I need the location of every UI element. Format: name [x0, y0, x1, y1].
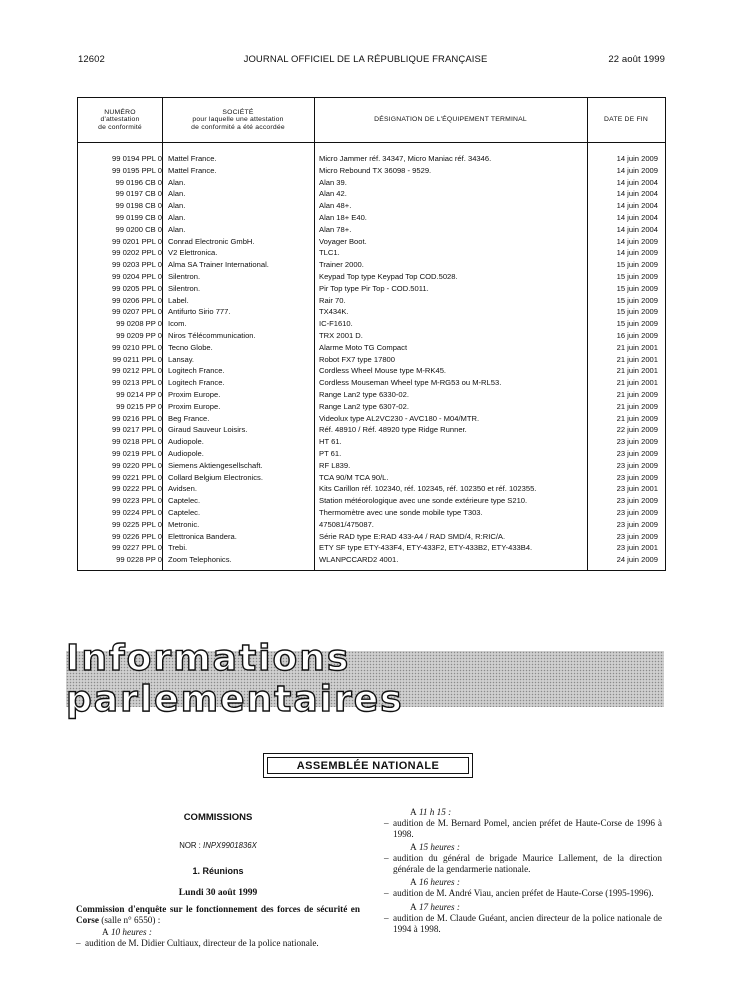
end-date: 21 juin 2001 — [616, 342, 658, 352]
left-column — [76, 812, 360, 951]
end-date: 14 juin 2009 — [616, 154, 658, 163]
equipment-designation: HT 61. — [319, 437, 342, 447]
company-name: Avidsen. — [168, 484, 197, 494]
attestation-number: 99 0211 PPL 0 — [112, 354, 162, 364]
table-row — [78, 200, 665, 212]
attestation-number: 99 0197 CB 0 — [115, 189, 162, 199]
page-number: 12602 — [78, 54, 105, 65]
table-row — [78, 519, 665, 531]
attestation-number: 99 0223 PPL 0 — [112, 496, 162, 506]
end-date: 15 juin 2009 — [616, 271, 658, 281]
table-row — [78, 542, 665, 554]
attestation-number: 99 0201 PPL 0 — [112, 236, 162, 246]
end-date: 23 juin 2009 — [616, 472, 658, 482]
equipment-designation: Alan 18+ E40. — [319, 212, 367, 222]
company-name: Proxim Europe. — [168, 389, 221, 399]
time-prefix: A — [410, 877, 417, 888]
equipment-designation: Pir Top type Pir Top - COD.5011. — [319, 283, 429, 293]
table-row — [78, 413, 665, 425]
attestation-number: 99 0203 PPL 0 — [112, 260, 162, 270]
hearing-time — [384, 876, 662, 888]
hearing-item: – audition de M. Bernard Pomel, ancien préfet de Haute-Corse de 1996 à 1998. — [384, 818, 662, 839]
table-row — [78, 330, 665, 342]
banner-title: Informations parlementaires — [66, 638, 404, 720]
company-name: Captelec. — [168, 496, 201, 506]
table-row — [78, 165, 665, 177]
equipment-designation: Range Lan2 type 6330-02. — [319, 389, 409, 399]
table-header-divider — [78, 142, 665, 143]
end-date: 21 juin 2001 — [616, 354, 658, 364]
time-value: 11 h 15 : — [418, 807, 452, 817]
end-date: 14 juin 2004 — [616, 189, 658, 199]
company-name: Logitech France. — [168, 366, 225, 376]
attestation-number: 99 0195 PPL 0 — [112, 165, 162, 175]
company-name: Niros Télécommunication. — [168, 330, 256, 340]
attestation-number: 99 0214 PP 0 — [116, 389, 162, 399]
equipment-designation: Alan 78+. — [319, 224, 352, 234]
attestation-number: 99 0199 CB 0 — [115, 212, 162, 222]
company-name: Tecno Globe. — [168, 342, 213, 352]
company-name: V2 Elettronica. — [168, 248, 218, 258]
meeting-date: Lundi 30 août 1999 — [178, 888, 258, 898]
attestation-number: 99 0215 PP 0 — [116, 401, 162, 411]
table-row — [78, 295, 665, 307]
end-date: 16 juin 2009 — [616, 330, 658, 340]
equipment-designation: TCA 90/M TCA 90/L. — [319, 472, 389, 482]
equipment-designation: Videolux type AL2VC230 - AVC180 - M04/MTR. — [319, 413, 480, 423]
company-name: Mattel France. — [168, 165, 217, 175]
attestation-number: 99 0194 PPL 0 — [112, 154, 162, 163]
table-row — [78, 236, 665, 248]
hearing-time — [384, 841, 662, 853]
time-prefix: A — [410, 842, 417, 853]
equipment-designation: Trainer 2000. — [319, 260, 364, 270]
table-row — [78, 448, 665, 460]
end-date: 23 juin 2001 — [616, 543, 658, 553]
time-prefix: A — [410, 807, 417, 817]
column-header-line: d'attestation — [100, 116, 140, 124]
hearing-entry — [384, 876, 662, 899]
attestation-number: 99 0227 PPL 0 — [112, 543, 162, 553]
company-name: Alan. — [168, 212, 186, 222]
table-row — [78, 318, 665, 330]
attestation-number: 99 0221 PPL 0 — [112, 472, 162, 482]
attestation-number: 99 0200 CB 0 — [115, 224, 162, 234]
nor-code: INPX9901836X — [203, 841, 257, 850]
column-header-line: DÉSIGNATION DE L'ÉQUIPEMENT TERMINAL — [374, 116, 527, 124]
table-row — [78, 377, 665, 389]
company-name: Proxim Europe. — [168, 401, 221, 411]
end-date: 24 juin 2009 — [616, 555, 658, 565]
equipment-designation: IC-F1610. — [319, 319, 353, 329]
column-header-line: SOCIÉTÉ — [222, 108, 254, 116]
equipment-designation: Cordless Wheel Mouse type M-RK45. — [319, 366, 447, 376]
table-row — [78, 247, 665, 259]
attestation-number: 99 0206 PPL 0 — [112, 295, 162, 305]
attestation-number: 99 0202 PPL 0 — [112, 248, 162, 258]
end-date: 15 juin 2009 — [616, 307, 658, 317]
table-row — [78, 531, 665, 543]
table-row — [78, 354, 665, 366]
hearing-time — [384, 901, 662, 913]
company-name: Lansay. — [168, 354, 195, 364]
time-value: 17 heures : — [418, 901, 460, 912]
end-date: 23 juin 2001 — [616, 484, 658, 494]
hearing-time — [76, 926, 360, 938]
end-date: 21 juin 2009 — [616, 389, 658, 399]
company-name: Icom. — [168, 319, 187, 329]
company-name: Alan. — [168, 224, 186, 234]
end-date: 23 juin 2009 — [616, 437, 658, 447]
nor-label: NOR : — [179, 841, 201, 850]
table-row — [78, 495, 665, 507]
end-date: 14 juin 2004 — [616, 201, 658, 211]
attestation-table — [77, 97, 666, 571]
company-name: Mattel France. — [168, 154, 217, 163]
attestation-number: 99 0218 PPL 0 — [112, 437, 162, 447]
attestation-number: 99 0209 PP 0 — [116, 330, 162, 340]
company-name: Alan. — [168, 177, 186, 187]
equipment-designation: Station météorologique avec une sonde extérieure type S210. — [319, 496, 528, 506]
issue-date: 22 août 1999 — [608, 54, 665, 65]
table-row — [78, 306, 665, 318]
right-column — [384, 806, 662, 936]
column-header-line: pour laquelle une attestation — [192, 116, 284, 124]
company-name: Alan. — [168, 201, 186, 211]
table-row — [78, 177, 665, 189]
equipment-designation: TRX 2001 D. — [319, 330, 363, 340]
table-row — [78, 507, 665, 519]
table-row — [78, 153, 665, 165]
hearing-item: – audition de M. Didier Cultiaux, directeur de la police nationale. — [76, 938, 360, 949]
column-header-designation — [314, 98, 587, 142]
table-row — [78, 283, 665, 295]
equipment-designation: Alan 39. — [319, 177, 347, 187]
company-name: Elettronica Bandera. — [168, 531, 237, 541]
end-date: 15 juin 2009 — [616, 283, 658, 293]
table-row — [78, 365, 665, 377]
end-date: 15 juin 2009 — [616, 319, 658, 329]
company-name: Giraud Sauveur Loisirs. — [168, 425, 248, 435]
company-name: Label. — [168, 295, 189, 305]
company-name: Silentron. — [168, 283, 201, 293]
attestation-number: 99 0219 PPL 0 — [112, 448, 162, 458]
company-name: Captelec. — [168, 507, 201, 517]
equipment-designation: Rair 70. — [319, 295, 346, 305]
end-date: 21 juin 2009 — [616, 413, 658, 423]
attestation-number: 99 0216 PPL 0 — [112, 413, 162, 423]
company-name: Audiopole. — [168, 448, 204, 458]
table-row — [78, 342, 665, 354]
hearing-entry — [384, 841, 662, 874]
column-header-line: de conformité — [98, 123, 142, 131]
equipment-designation: 475081/475087. — [319, 519, 374, 529]
commission-title: Commission d'enquête sur le fonctionnement des forces de sécurité en Corse — [76, 904, 360, 925]
equipment-designation: Thermomètre avec une sonde mobile type T303. — [319, 507, 483, 517]
hearing-time — [384, 806, 662, 818]
hearing-entry — [384, 901, 662, 934]
table-row — [78, 224, 665, 236]
time-prefix: A — [102, 927, 109, 937]
end-date: 21 juin 2009 — [616, 401, 658, 411]
table-row — [78, 212, 665, 224]
attestation-number: 99 0220 PPL 0 — [112, 460, 162, 470]
end-date: 22 juin 2009 — [616, 425, 658, 435]
assembly-title: ASSEMBLÉE NATIONALE — [296, 759, 440, 772]
table-row — [78, 401, 665, 413]
table-row — [78, 483, 665, 495]
company-name: Siemens Aktiengesellschaft. — [168, 460, 263, 470]
attestation-number: 99 0217 PPL 0 — [112, 425, 162, 435]
time-value: 10 heures : — [110, 927, 152, 937]
equipment-designation: Alan 42. — [319, 189, 347, 199]
table-row — [78, 472, 665, 484]
company-name: Silentron. — [168, 271, 201, 281]
equipment-designation: WLANPCCARD2 4001. — [319, 555, 399, 565]
equipment-designation: Cordless Mouseman Wheel type M-RG53 ou M-RL53. — [319, 378, 502, 388]
table-row — [78, 188, 665, 200]
table-row — [78, 424, 665, 436]
company-name: Alan. — [168, 189, 186, 199]
equipment-designation: Micro Rebound TX 36098 - 9529. — [319, 165, 432, 175]
journal-title: JOURNAL OFFICIEL DE LA RÉPUBLIQUE FRANÇAISE — [243, 54, 488, 65]
end-date: 23 juin 2009 — [616, 496, 658, 506]
end-date: 14 juin 2009 — [616, 165, 658, 175]
end-date: 23 juin 2009 — [616, 519, 658, 529]
equipment-designation: Range Lan2 type 6307-02. — [319, 401, 409, 411]
end-date: 14 juin 2004 — [616, 177, 658, 187]
equipment-designation: PT 61. — [319, 448, 342, 458]
end-date: 21 juin 2001 — [616, 378, 658, 388]
company-name: Alma SA Trainer International. — [168, 260, 269, 270]
time-value: 15 heures : — [418, 842, 460, 853]
table-row — [78, 259, 665, 271]
company-name: Logitech France. — [168, 378, 225, 388]
equipment-designation: Alan 48+. — [319, 201, 352, 211]
equipment-designation: Keypad Top type Keypad Top COD.5028. — [319, 271, 458, 281]
table-row — [78, 460, 665, 472]
company-name: Conrad Electronic GmbH. — [168, 236, 255, 246]
end-date: 14 juin 2004 — [616, 212, 658, 222]
company-name: Collard Belgium Electronics. — [168, 472, 263, 482]
end-date: 14 juin 2009 — [616, 236, 658, 246]
subsection-title: 1. Réunions — [192, 866, 244, 876]
assembly-box — [263, 753, 473, 778]
equipment-designation: Alarme Moto TG Compact — [319, 342, 408, 352]
column-header-line: NUMÉRO — [104, 108, 136, 116]
column-header-line: de conformité a été accordée — [191, 123, 285, 131]
hearing-entry — [384, 806, 662, 839]
table-row — [78, 271, 665, 283]
end-date: 14 juin 2004 — [616, 224, 658, 234]
attestation-number: 99 0198 CB 0 — [115, 201, 162, 211]
end-date: 15 juin 2009 — [616, 260, 658, 270]
company-name: Antifurto Sirio 777. — [168, 307, 231, 317]
nor-reference — [76, 841, 360, 850]
table-row — [78, 436, 665, 448]
hearing-item: – audition de M. André Viau, ancien préfet de Haute-Corse (1995-1996). — [384, 888, 662, 899]
section-banner — [66, 638, 664, 720]
attestation-number: 99 0205 PPL 0 — [112, 283, 162, 293]
hearing-item: – audition du général de brigade Maurice Lallement, de la direction générale de la gendarmerie nationale. — [384, 853, 662, 874]
company-name: Beg France. — [168, 413, 210, 423]
time-value: 16 heures : — [418, 877, 460, 888]
table-body — [78, 153, 665, 566]
attestation-number: 99 0212 PPL 0 — [112, 366, 162, 376]
table-row — [78, 389, 665, 401]
end-date: 14 juin 2009 — [616, 248, 658, 258]
end-date: 23 juin 2009 — [616, 507, 658, 517]
attestation-number: 99 0228 PP 0 — [116, 555, 162, 565]
equipment-designation: Kits Carillon réf. 102340, réf. 102345, réf. 102350 et réf. 102355. — [319, 484, 537, 494]
company-name: Audiopole. — [168, 437, 204, 447]
commission-name — [76, 904, 360, 926]
equipment-designation: Série RAD type E:RAD 433-A4 / RAD SMD/4, R:RIC/A. — [319, 531, 506, 541]
attestation-number: 99 0207 PPL 0 — [112, 307, 162, 317]
attestation-number: 99 0222 PPL 0 — [112, 484, 162, 494]
end-date: 23 juin 2009 — [616, 448, 658, 458]
column-header-numero — [78, 98, 162, 142]
end-date: 23 juin 2009 — [616, 531, 658, 541]
equipment-designation: ETY SF type ETY-433F4, ETY-433F2, ETY-433B2, ETY-433B4. — [319, 543, 533, 553]
table-row — [78, 554, 665, 566]
attestation-number: 99 0208 PP 0 — [116, 319, 162, 329]
company-name: Trebi. — [168, 543, 188, 553]
commission-room: (salle n° 6550) : — [101, 915, 161, 925]
section-title: COMMISSIONS — [183, 812, 253, 823]
end-date: 23 juin 2009 — [616, 460, 658, 470]
end-date: 21 juin 2001 — [616, 366, 658, 376]
equipment-designation: Robot FX7 type 17800 — [319, 354, 395, 364]
column-header-date-de-fin — [587, 98, 665, 142]
equipment-designation: Micro Jammer réf. 34347, Micro Maniac réf. 34346. — [319, 154, 492, 163]
company-name: Zoom Telephonics. — [168, 555, 232, 565]
attestation-number: 99 0226 PPL 0 — [112, 531, 162, 541]
equipment-designation: Voyager Boot. — [319, 236, 367, 246]
equipment-designation: Réf. 48910 / Réf. 48920 type Ridge Runner. — [319, 425, 467, 435]
equipment-designation: TX434K. — [319, 307, 349, 317]
end-date: 15 juin 2009 — [616, 295, 658, 305]
attestation-number: 99 0225 PPL 0 — [112, 519, 162, 529]
attestation-number: 99 0204 PPL 0 — [112, 271, 162, 281]
time-prefix: A — [410, 901, 417, 912]
attestation-number: 99 0213 PPL 0 — [112, 378, 162, 388]
attestation-number: 99 0224 PPL 0 — [112, 507, 162, 517]
attestation-number: 99 0196 CB 0 — [115, 177, 162, 187]
equipment-designation: RF L839. — [319, 460, 351, 470]
attestation-number: 99 0210 PPL 0 — [112, 342, 162, 352]
column-header-line: DATE DE FIN — [604, 116, 648, 124]
company-name: Metronic. — [168, 519, 200, 529]
equipment-designation: TLC1. — [319, 248, 340, 258]
hearing-item: – audition de M. Claude Guéant, ancien directeur de la police nationale de 1994 à 1998. — [384, 913, 662, 934]
column-header-societe — [162, 98, 314, 142]
